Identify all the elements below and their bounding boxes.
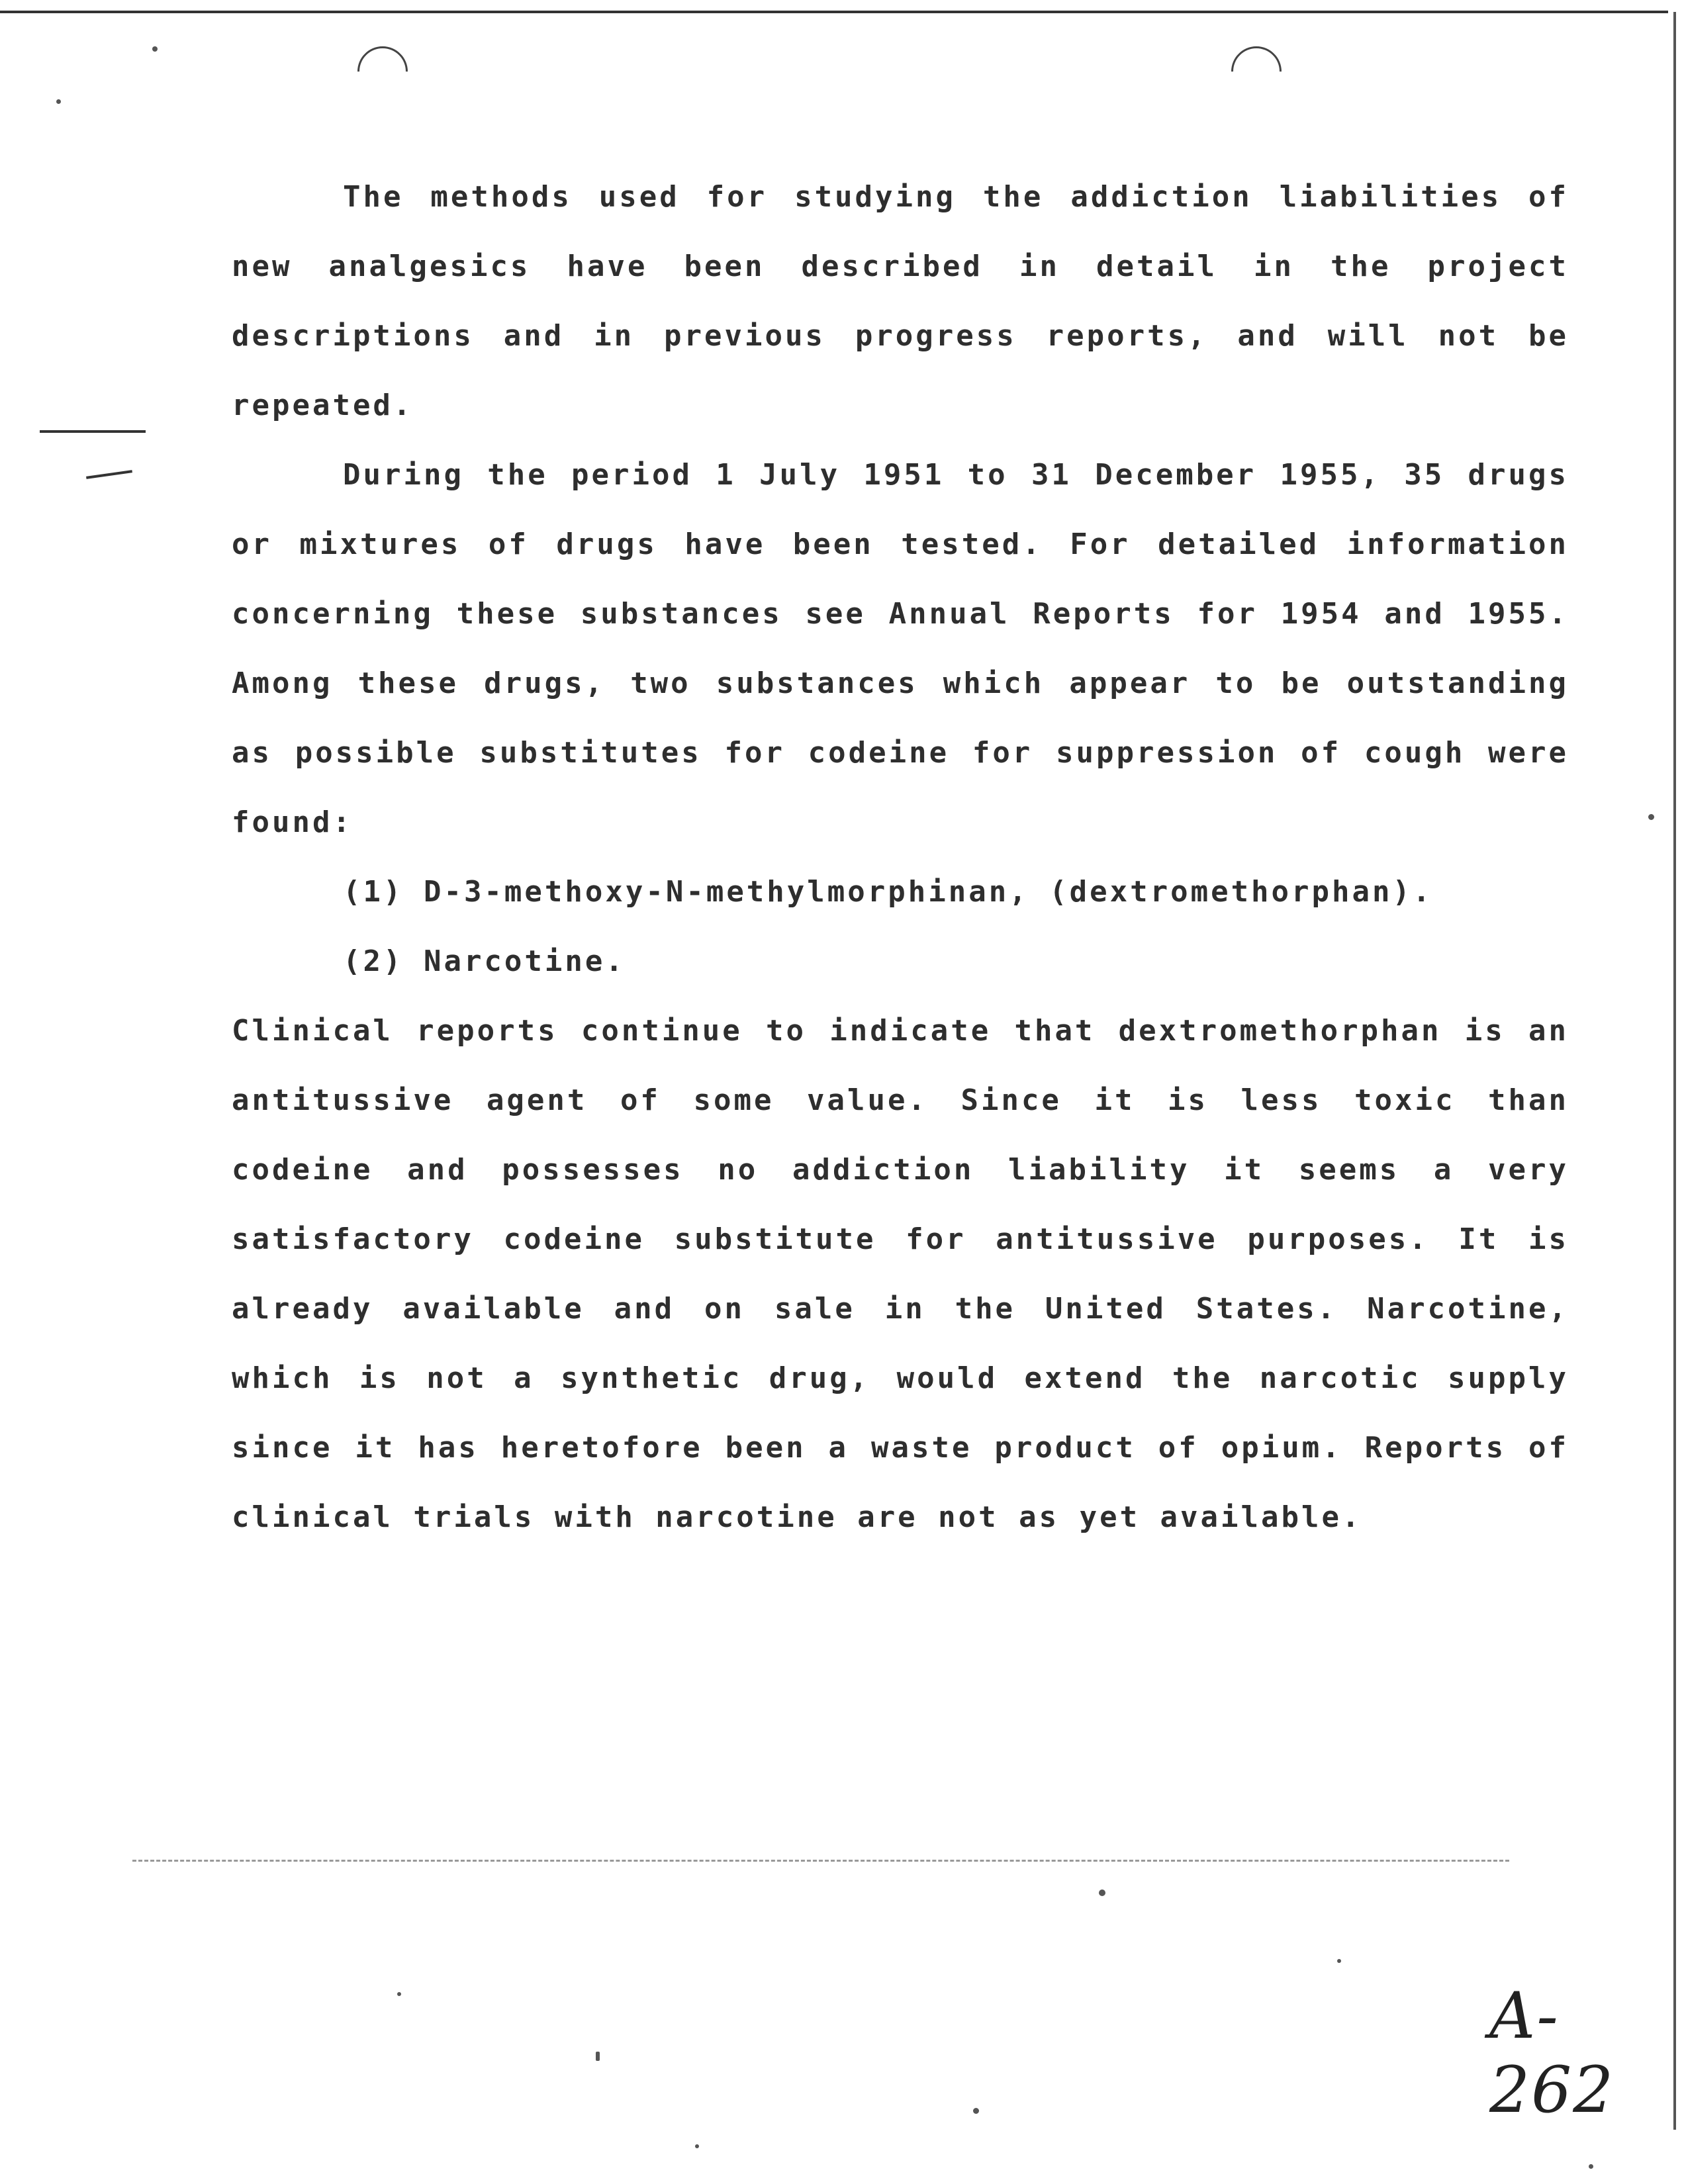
right-border-line [1673, 12, 1676, 2130]
paragraph: During the period 1 July 1951 to 31 December 1955, 35 drugs or mixtures of drugs have been tested. For detailed information concerning these substances see Annual Reports for 1954 and 1955. Among these drugs, two substances which appear to be outstanding as possible substitutes for codeine for suppression of cough were found: [232, 458, 1569, 839]
scan-speck [1589, 2164, 1593, 2169]
scan-speck [152, 46, 158, 52]
scan-speck [1337, 1959, 1341, 1963]
scan-speck [397, 1992, 401, 1996]
hole-punch-mark [1221, 36, 1291, 107]
scan-speck [695, 2144, 699, 2148]
scan-speck [56, 99, 61, 104]
list-item: (1) D-3-methoxy-N-methylmorphinan, (dextromethorphan). [343, 875, 1433, 909]
page-number: A-262 [1489, 1979, 1615, 2127]
paragraph: Clinical reports continue to indicate that dextromethorphan is an antitussive agent of some value. Since it is less toxic than codeine and possesses no addiction liability it seems a very satisfactory codeine substitute for antitussive purposes. It is already available and on sale in the United States. Narcotine, which is not a synthetic drug, would extend the narcotic supply since it has heretofore been a waste product of opium. Reports of clinical trials with narcotine are not as yet available. [232, 1014, 1569, 1534]
paragraph: The methods used for studying the addiction liabilities of new analgesics have been described in detail in the project descriptions and in previous progress reports, and will not be repeated. [232, 180, 1569, 422]
scan-speck [1648, 814, 1654, 820]
document-body [232, 162, 1569, 1552]
margin-dash-mark [86, 470, 132, 479]
list-item: (2) Narcotine. [343, 944, 626, 978]
hole-punch-mark [347, 36, 418, 107]
margin-dash-mark [40, 430, 146, 433]
scan-speck [596, 2052, 600, 2061]
top-border-line [0, 11, 1668, 13]
bottom-dashed-rule [132, 1860, 1509, 1862]
scan-speck [1099, 1889, 1105, 1896]
scan-speck [973, 2108, 979, 2114]
